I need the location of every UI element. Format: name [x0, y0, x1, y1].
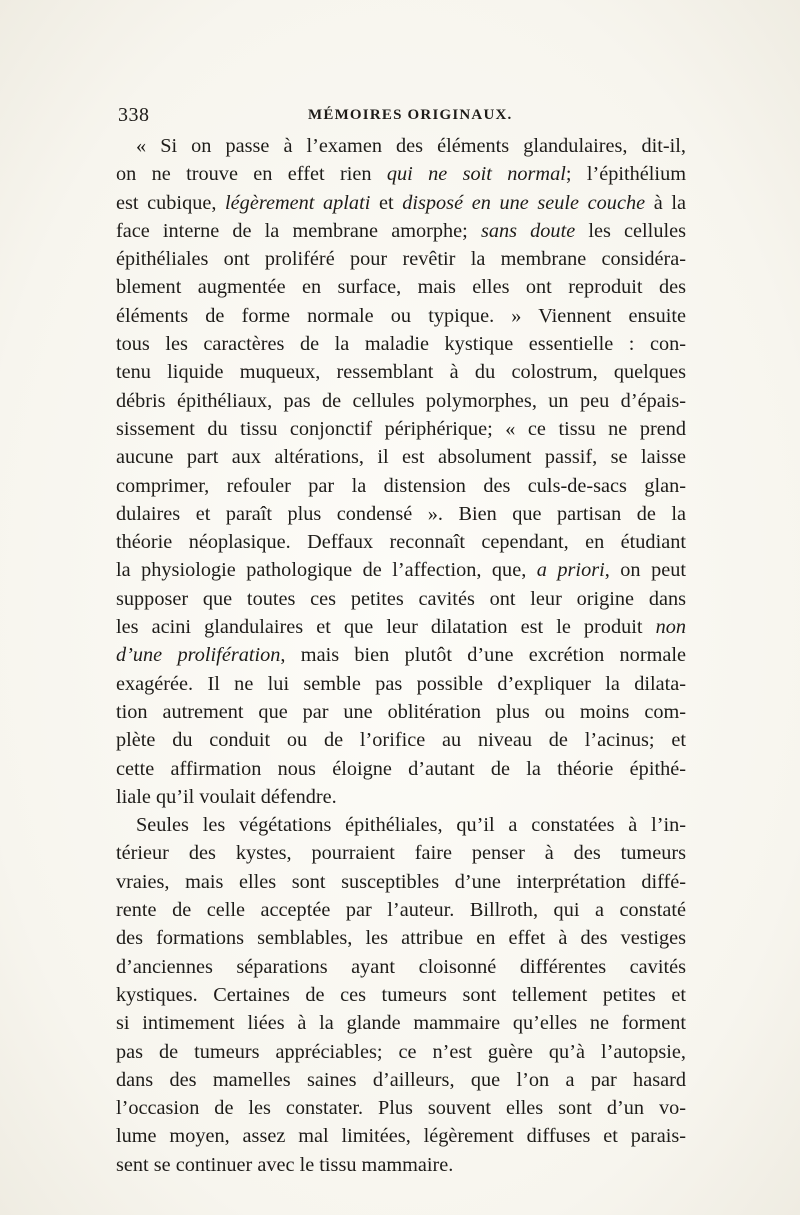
italic-fragment: d’une prolifération — [116, 644, 281, 667]
text-line: vraies, mais elles sont susceptibles d’une interprétation diffé- — [116, 870, 686, 893]
text-line: lume moyen, assez mal limitées, légèrement diffuses et parais- — [116, 1125, 686, 1148]
running-title: MÉMOIRES ORIGINAUX. — [308, 107, 513, 123]
italic-fragment: sans doute — [480, 219, 576, 242]
text-line: pas de tumeurs appréciables; ce n’est guère qu’à l’autopsie, — [116, 1040, 686, 1063]
line-fragment: est cubique, — [116, 191, 226, 214]
text-line-with-italic — [116, 556, 686, 584]
text-line: Seules les végétations épithéliales, qu’il a constatées à l’in- — [136, 814, 686, 837]
text-line: térieur des kystes, pourraient faire penser à des tumeurs — [116, 842, 686, 865]
text-line-with-italic — [116, 189, 686, 217]
running-head — [118, 104, 700, 132]
text-line: « Si on passe à l’examen des éléments glandulaires, dit-il, — [136, 135, 686, 157]
line-fragment: la physiologie pathologique de l’affection, que, — [116, 559, 537, 582]
text-line: dulaires et paraît plus condensé ». Bien que partisan de la — [116, 502, 686, 525]
text-line: plète du conduit ou de l’orifice au niveau de l’acinus; et — [116, 729, 686, 752]
italic-fragment: qui ne soit normal — [386, 163, 566, 186]
line-fragment: à la — [645, 191, 686, 214]
text-line: cette affirmation nous éloigne d’autant de la théorie épithé- — [116, 757, 686, 780]
text-line: rente de celle acceptée par l’auteur. Billroth, qui a constaté — [116, 899, 686, 922]
text-line: l’occasion de les constater. Plus souvent elles sont d’un vo- — [116, 1097, 686, 1120]
text-line: supposer que toutes ces petites cavités ont leur origine dans — [116, 587, 686, 610]
line-fragment: les cellules — [575, 219, 686, 242]
text-line: kystiques. Certaines de ces tumeurs sont tellement petites et — [116, 983, 686, 1006]
text-line: si intimement liées à la glande mammaire qu’elles ne forment — [116, 1012, 686, 1035]
italic-fragment: non — [655, 616, 686, 639]
line-fragment: et — [370, 191, 403, 214]
text-line: des formations semblables, les attribue en effet à des vestiges — [116, 927, 686, 950]
line-fragment: ; l’épithélium — [565, 163, 686, 186]
text-line: exagérée. Il ne lui semble pas possible d’expliquer la dilata- — [116, 672, 686, 695]
text-line: liale qu’il voulait défendre. — [116, 785, 337, 808]
text-line: épithéliales ont proliféré pour revêtir la membrane considéra- — [116, 248, 686, 271]
text-line: sissement du tissu conjonctif périphérique; « ce tissu ne prend — [116, 417, 686, 440]
page-number: 338 — [118, 104, 150, 126]
line-fragment: on ne trouve en effet rien — [116, 163, 387, 186]
line-fragment: face interne de la membrane amorphe; — [116, 219, 481, 242]
line-fragment: , on peut — [604, 559, 686, 582]
text-line: comprimer, refouler par la distension des culs-de-sacs glan- — [116, 474, 686, 497]
body-text — [116, 132, 686, 1179]
text-line: éléments de forme normale ou typique. » Viennent ensuite — [116, 304, 686, 327]
text-line: sent se continuer avec le tissu mammaire. — [116, 1153, 454, 1176]
text-line: aucune part aux altérations, il est absolument passif, se laisse — [116, 446, 686, 469]
italic-fragment: légèrement aplati — [225, 191, 371, 214]
text-line: tous les caractères de la maladie kystique essentielle : con- — [116, 333, 686, 356]
text-line: tenu liquide muqueux, ressemblant à du colostrum, quelques — [116, 361, 686, 384]
text-line-with-italic — [116, 613, 686, 641]
text-line-with-italic — [116, 217, 686, 245]
text-line: théorie néoplasique. Deffaux reconnaît cependant, en étudiant — [116, 531, 686, 554]
line-fragment: , mais bien plutôt d’une excrétion normale — [280, 644, 686, 667]
text-line-with-italic — [116, 160, 686, 188]
text-line: débris épithéliaux, pas de cellules polymorphes, un peu d’épais- — [116, 389, 686, 412]
text-line: d’anciennes séparations ayant cloisonné différentes cavités — [116, 955, 686, 978]
text-line: dans des mamelles saines d’ailleurs, que l’on a par hasard — [116, 1068, 686, 1091]
italic-fragment: disposé en une seule couche — [402, 191, 646, 214]
text-line: tion autrement que par une oblitération plus ou moins com- — [116, 700, 686, 723]
italic-fragment: a priori — [536, 559, 605, 582]
line-fragment: les acini glandulaires et que leur dilatation est le produit — [116, 616, 656, 639]
text-line: blement augmentée en surface, mais elles ont reproduit des — [116, 276, 686, 299]
text-line-with-italic — [116, 641, 686, 669]
